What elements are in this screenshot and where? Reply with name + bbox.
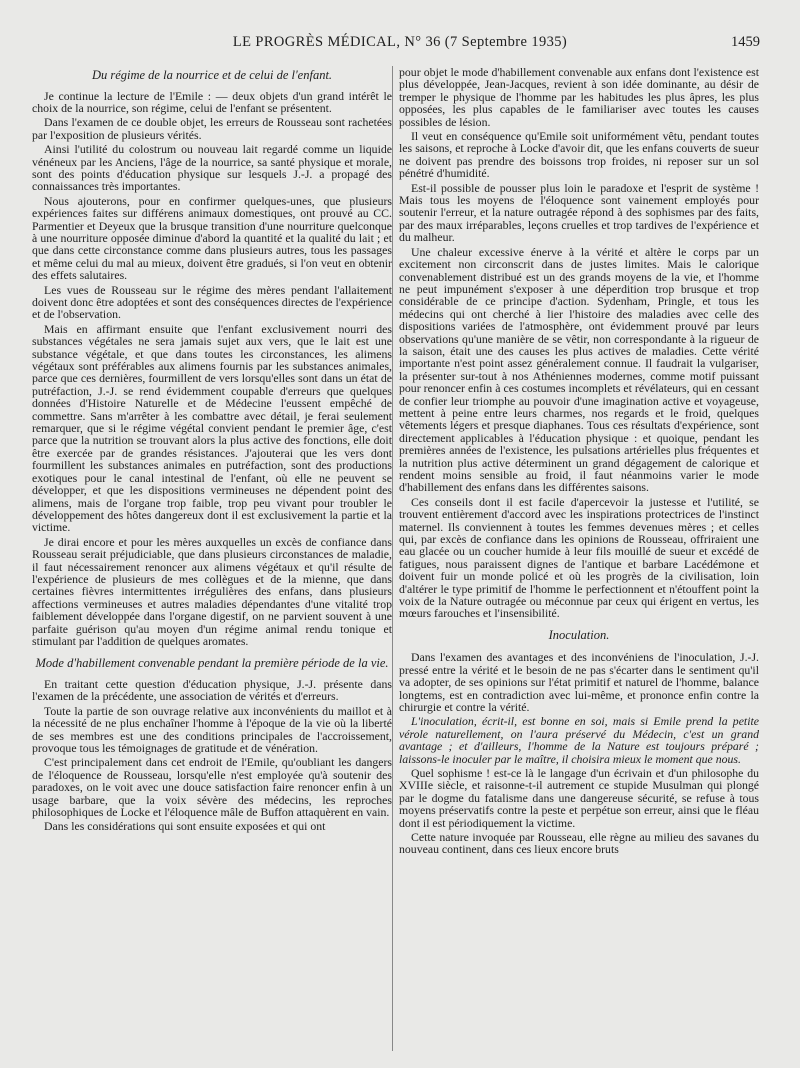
paragraph: Dans les considérations qui sont ensuite exposées et qui ont (44, 819, 326, 834)
paragraph: Je dirai encore et pour les mères auxquelles un excès de confiance dans Rousseau serait préjudiciable, que dans plusieurs circonstances de maladie, il faut nécessairement renoncer aux alimens végétaux et qu'il résulte de l'expérience de plusieurs de mes collègues et de la mienne, que dans certaines fièvres intermittentes irrégulières des enfans, dans plusieurs affections vermineuses et autres maladies dépendantes d'une vitalité trop faiblement développée dans l'organe digestif, on ne parvient souvent à une parfaite guérison qu'au moyen d'un régime animal rendu tonique et stimulant par l'addition de quelques aromates. (32, 534, 392, 648)
paragraph: Nous ajouterons, pour en confirmer quelques-unes, que plusieurs expériences faites sur différens animaux domestiques, ont prouvé au CC. Parmentier et Deyeux que la brusque transition d'une nourriture quelconque à une nourriture opposée diminue d'abord la quantité et la qualité du lait ; et que dans cette circonstance comme dans plusieurs autres, tous les passages et même celui du mal au mieux, doivent être gradués, si l'on veut en obtenir des effets salutaires. (32, 193, 392, 283)
running-head: LE PROGRÈS MÉDICAL, N° 36 (7 Septembre 1935) (232, 34, 568, 50)
paragraph: C'est principalement dans cet endroit de l'Emile, qu'oubliant les dangers de l'éloquence de Rousseau, lorsqu'elle n'est employée qu'à soutenir des paradoxes, on le voit avec une douce satisfaction faire renoncer enfin à un usage barbare, que la voix sévère des médecins, les reproches philosophiques de Locke et l'éloquence mâle de Buffon attaquèrent en vain. (32, 755, 392, 819)
quotation: L'inoculation, écrit-il, est bonne en soi, mais si Emile prend la petite vérole naturellement, on l'aura préservé du Médecin, c'est un grand avantage ; et d'ailleurs, l'homme de la Nature est toujours préparé ; laissons-le inoculer par le maître, il choisira mieux le moment que nous. (399, 714, 759, 766)
paragraph: Ainsi l'utilité du colostrum ou nouveau lait regardé comme un liquide vénéneux par les Anciens, l'âge de la nourrice, sa santé physique et morale, sont des points d'éducation physique sur lesquels J.-J. a propagé des connaissances très importantes. (32, 142, 392, 194)
paragraph: Les vues de Rousseau sur le régime des mères pendant l'allaitement doivent donc être adoptées et sont des conséquences directes de l'expérience et de l'observation. (32, 282, 392, 322)
paragraph: Cette nature invoquée par Rousseau, elle règne au milieu des savanes du nouveau continent, dans ces lieux encore bruts (399, 830, 759, 857)
paragraph: En traitant cette question d'éducation physique, J.-J. présente dans l'examen de la précédente, une association de vérités et d'erreurs. (32, 676, 392, 704)
paragraph: Il veut en conséquence qu'Emile soit uniformément vêtu, pendant toutes les saisons, et reproche à Locke d'avoir dit, que les enfans couverts de sueur ne doivent pas prendre des boissons trop froides, ni reposer sur un sol pénétré d'humidité. (399, 129, 759, 181)
section-title-nourrice: Du régime de la nourrice et de celui de l'enfant. (91, 68, 333, 82)
section-title-inoculation: Inoculation. (548, 627, 610, 642)
paragraph: Ces conseils dont il est facile d'apercevoir la justesse et l'utilité, se trouvent entièrement d'accord avec les inspirations protectrices de l'instinct maternel. Ils conviennent à toutes les femmes devenues mères ; et celles qui, par excès de confiance dans les opinions de Rousseau, offriraient une eau glacée ou un coucher humide à leur fils mouillé de sueur et excédé de fatigues, nous paraissent dignes de l'antique et barbare Lacédémone et doivent fuir un monde policé et où les progrès de la civilisation, loin d'altérer le type primitif de l'homme le perfectionnent et n'étouffent point la voix de la Nature outragée ou méconnue par ceux qui érigent en vertus, les mœurs farouches et l'insensibilité. (399, 494, 759, 621)
paragraph: Quel sophisme ! est-ce là le langage d'un écrivain et d'un philosophe du XVIIIe siècle, et raisonne-t-il autrement ce stupide Musulman qui plongé par le dogme du fatalisme dans une dangereuse sécurité, se refuse à tous moyens préservatifs contre la peste et perpétue son erreur, ainsi que le fléau dont il est périodiquement la victime. (399, 766, 759, 830)
left-column (32, 66, 392, 1051)
paragraph: pour objet le mode d'habillement convenable aux enfans dont l'existence est plus développée, Jean-Jacques, revient à son idée dominante, au désir de tremper le physique de l'homme par les habitudes les plus âpres, les plus opposées, les plus capables de le familiariser avec toutes les causes possibles de lésion. (399, 66, 759, 129)
paragraph: Dans l'examen de ce double objet, les erreurs de Rousseau sont rachetées par l'exposition de plusieurs vérités. (32, 115, 392, 142)
right-column (399, 66, 759, 1051)
paragraph: Toute la partie de son ouvrage relative aux inconvénients du maillot et à la nécessité de ne plus enchaîner l'homme à l'époque de la vie où la liberté de ses membres est une des conditions principales de l'accroissement, provoque tous les témoignages de gratitude et de vénération. (32, 703, 392, 755)
paragraph: Mais en affirmant ensuite que l'enfant exclusivement nourri des substances végétales ne sera jamais sujet aux vers, que le lait est une substance végétale, et que dans toutes les circonstances, les alimens végétaux sont préférables aux alimens fournis par les substances animales, parce que ces dernières, fourmillent de vers lorsqu'elles sont dans un état de putréfaction, J.-J. se rend évidemment coupable d'erreurs que quelques données d'Histoire Naturelle et de Médecine l'eussent empêché de commettre. Sans m'arrêter à les combattre avec détail, je ferai seulement remarquer, que si le régime végétal convient pendant le premier âge, c'est parce que la nutrition se trouvant alors la plus active des fonctions, elle doit être exercée par de grandes résistances. J'ajouterai que les vers dont fourmillent les substances animales en putréfaction, sont des productions exotiques pour le canal intestinal de l'enfant, où elle ne peuvent se développer, et que les dispositions vermineuses ne dépendent point des alimens, mais de l'organe trop faible, trop peu vivant pour troubler le développement des hôtes dangereux dont il est exclusivement la partie et la victime. (32, 321, 392, 535)
paragraph: Est-il possible de pousser plus loin le paradoxe et l'esprit de système ! Mais tous les moyens de l'éloquence sont vainement employés pour soutenir l'erreur, et la nature outragée répond à des sophismes par des faits, par des maux irréparables, leçons cruelles et trop tardives de l'expérience et du malheur. (399, 180, 759, 245)
paragraph: Dans l'examen des avantages et des inconvéniens de l'inoculation, J.-J. pressé entre la vérité et le besoin de ne pas s'écarter dans le sentiment qu'il va adopter, de ses opinions sur l'état primitif et naturel de l'homme, balance longtems, est en contradiction avec lui-même, et prononce enfin contre la chirurgie et contre la vérité. (399, 650, 759, 714)
section-title-habillement: Mode d'habillement convenable pendant la première période de la vie. (35, 656, 389, 671)
paragraph: Une chaleur excessive énerve à la vérité et altère le corps par un excitement non circonscrit dans de justes limites. Mais le calorique convenablement distribué est un des grands moyens de la vie, et l'homme ne peut impunément s'exposer à une déperdition trop brusque et trop considérable de ce principe d'action. Sydenham, Pringle, et tous les médecins qui ont cherché à lier l'histoire des maladies avec celle des dispositions variées de l'atmosphère, ont évidemment prouvé par leurs observations qu'une manière de se vêtir, non correspondante à la rigueur de la saison, était une des causes les plus actives de maladies. Cette vérité importante n'est point assez généralement connue. Il faudrait la vulgariser, la présenter sur-tout à nos Athéniennes modernes, comme motif puissant pour renoncer enfin à ces costumes incomplets et révélateurs, qui en cessant de confier leur triomphe au pouvoir d'une imagination active et voyageuse, mettent à peine entre leurs charmes, nos regards et le froid, quelques vêtements légers et presque diaphanes. Tous ces résultats d'expérience, sont directement applicables à l'éducation physique : et quoique, pendant les premières années de l'existence, les pulsations artérielles plus fréquentes et la nutrition plus active déterminent un grand dégagement de calorique et rendent moins sensible au froid, il faut néanmoins varier le mode d'habillement des enfans dans les différentes saisons. (399, 244, 759, 495)
column-divider (392, 66, 393, 1051)
paragraph: Je continue la lecture de l'Emile : — deux objets d'un grand intérêt le choix de la nourrice, son régime, celui de l'enfant se présentent. (32, 88, 392, 115)
page-number: 1459 (731, 34, 760, 50)
